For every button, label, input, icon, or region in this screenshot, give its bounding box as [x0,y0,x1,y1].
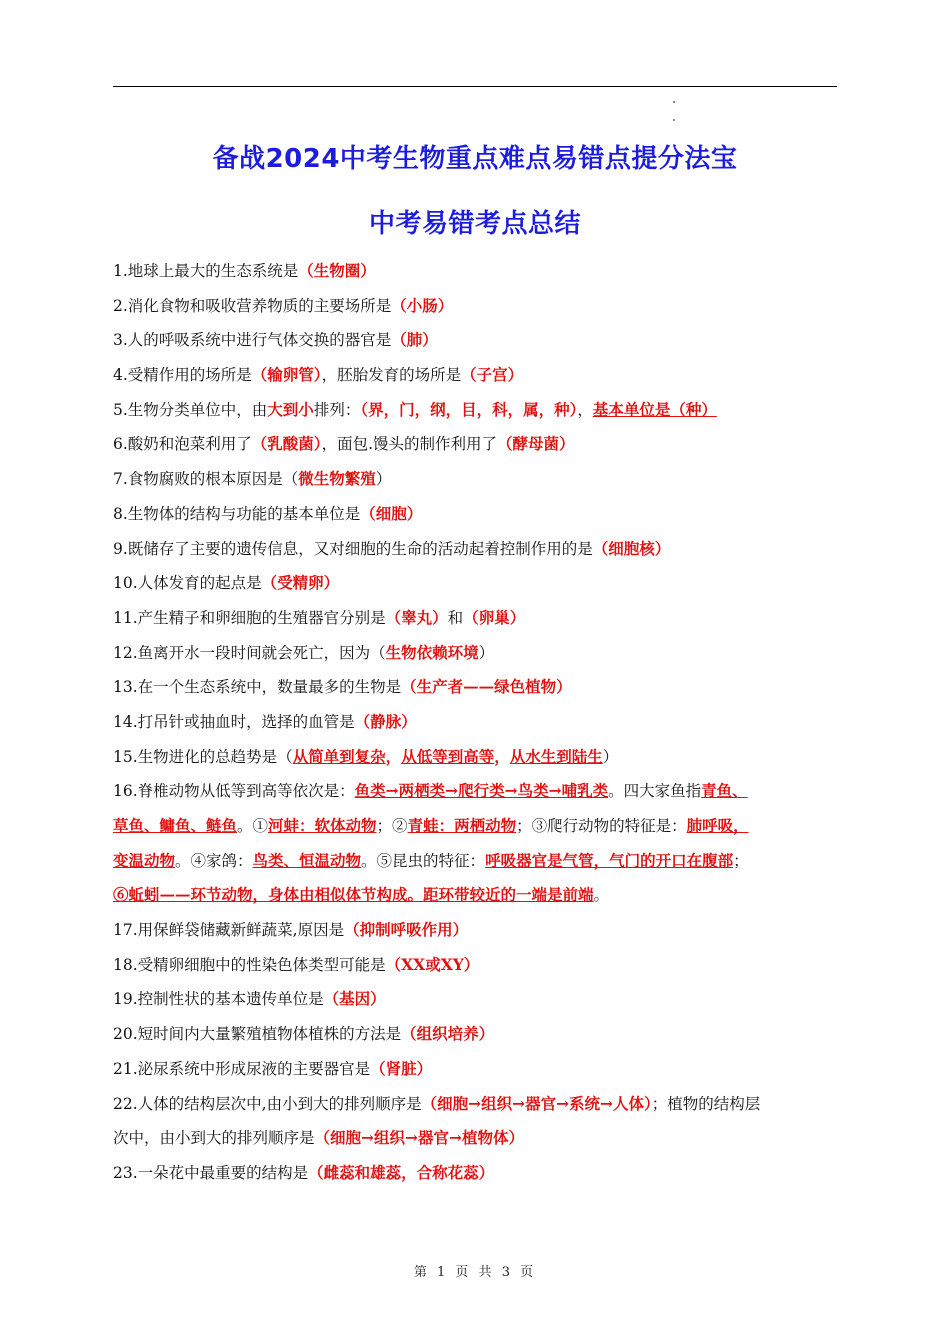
question-text: 18.受精卵细胞中的性染色体类型可能是 [113,955,386,974]
question-text: ） [478,643,495,662]
question-text: ； [733,851,749,870]
point-list [113,258,843,1195]
answer-text: （肾脏） [370,1058,433,1078]
question-text: 和 [447,608,464,627]
header-rule [113,86,837,87]
list-item [113,813,843,848]
question-text: 7.食物腐败的根本原因是（ [113,470,299,489]
question-text: 。① [237,817,269,835]
answer-text: （输卵管） [251,365,322,385]
question-text: 。④家鸽： [175,851,253,870]
list-item [113,744,843,779]
question-text: 12.鱼离开水一段时间就会死亡，因为（ [113,643,386,662]
answer-text: 大到小 [267,399,314,419]
answer-text: 青蛙：两栖动物 [407,816,517,835]
list-item [113,848,843,883]
list-item [113,882,843,917]
answer-text: （受精卵） [261,573,340,593]
list-item [113,1160,843,1195]
question-text: ，面包.馒头的制作利用了 [321,435,497,454]
list-item [113,605,843,640]
answer-text: 河蚌：软体动物 [268,816,377,835]
mark-dot [673,119,675,121]
answer-text: （睾丸） [385,607,448,627]
question-text: 21.泌尿系统中形成尿液的主要器官是 [113,1059,371,1078]
document-title: 备战2024中考生物重点难点易错点提分法宝 [212,144,738,174]
document-subtitle: 中考易错考点总结 [368,209,581,239]
list-item [113,1091,843,1126]
question-text: 11.产生精子和卵细胞的生殖器官分别是 [113,608,386,627]
answer-text: （子宫） [461,365,524,385]
question-text: 4.受精作用的场所是 [113,366,252,385]
question-text: 2.消化食物和吸收营养物质的主要场所是 [113,296,392,315]
page-number: 第 1 页 共 3 页 [413,1265,537,1280]
question-text: 15.生物进化的总趋势是（ [113,747,293,766]
list-item [113,293,843,328]
answer-text: （雌蕊和雄蕊，合称花蕊） [308,1162,495,1182]
answer-text: （细胞） [360,503,423,523]
answer-text: 从简单到复杂 [292,746,386,766]
question-text: ；植物的结构层 [651,1094,761,1113]
question-text: 22.人体的结构层次中,由小到大的排列顺序是 [113,1094,422,1113]
question-text: 。⑤昆虫的特征： [361,851,486,870]
answer-text: （卵巢） [463,607,526,627]
question-text: 6.酸奶和泡菜利用了 [113,435,252,454]
answer-text: 肺呼吸， [686,816,749,835]
answer-text: 变温动物 [113,850,176,870]
answer-text: 草鱼、鳙鱼、鲢鱼 [113,816,238,835]
list-item [113,466,843,501]
answer-text: （乳酸菌） [251,434,322,454]
answer-text: ， [494,746,510,766]
question-text: 5.生物分类单位中，由 [113,400,268,419]
list-item [113,397,843,432]
question-text: 19.控制性状的基本遗传单位是 [113,990,324,1009]
list-item [113,431,843,466]
list-item [113,778,843,813]
answer-text: （细胞→组织→器官→植物体） [314,1128,524,1148]
question-text: 23.一朵花中最重要的结构是 [113,1163,309,1182]
question-text: 8.生物体的结构与功能的基本单位是 [113,504,361,523]
list-item [113,258,843,293]
answer-text: ， [385,746,402,766]
question-text: 20.短时间内大量繁殖植物体植株的方法是 [113,1025,402,1044]
question-text: ） [602,747,619,766]
answer-text: 基本单位是（种） [592,399,717,419]
mark-dot [673,101,675,103]
list-item [113,1056,843,1091]
answer-text: 从低等到高等 [401,746,495,766]
question-text: ，胚胎发育的场所是 [321,366,462,385]
question-text: 3.人的呼吸系统中进行气体交换的器官是 [113,331,392,350]
answer-text: （生产者——绿色植物） [401,677,572,697]
question-text: 1.地球上最大的生态系统是 [113,262,299,280]
list-item [113,327,843,362]
answer-text: （XX或XY） [385,954,480,974]
answer-text: 生物依赖环境 [385,642,479,662]
list-item [113,674,843,709]
question-text: 14.打吊针或抽血时，选择的血管是 [113,712,355,731]
answer-text: （组织培养） [401,1024,495,1044]
answer-text: （生物圈） [298,261,376,280]
list-item [113,1021,843,1056]
answer-text: （细胞→组织→器官→系统→人体） [421,1093,652,1113]
answer-text: 呼吸器官是气管，气门的开口在腹部 [485,850,734,870]
answer-text: 微生物繁殖 [298,469,376,489]
list-item [113,917,843,952]
answer-text: （肺） [391,330,438,350]
question-text: 9.既储存了主要的遗传信息，又对细胞的生命的活动起着控制作用的是 [113,539,593,558]
list-item [113,709,843,744]
question-text: 16.脊椎动物从低等到高等依次是： [113,782,355,801]
list-item [113,570,843,605]
answer-text: ⑥ [113,885,129,905]
answer-text: （酵母菌） [497,434,575,454]
list-item [113,501,843,536]
answer-text: （细胞核） [592,538,671,558]
question-text: ；② [376,817,408,835]
list-item [113,1125,843,1160]
list-item [113,986,843,1021]
answer-text: 鸟类、恒温动物 [252,850,362,870]
question-text: 。四大家鱼指 [608,782,702,801]
answer-text: （基因） [323,989,386,1009]
answer-text: （界，门，纲，目，科，属，种） [360,399,578,419]
answer-text: （抑制呼吸作用） [344,920,469,940]
question-text: 。 [593,886,610,905]
answer-text: 从水生到陆生 [509,746,603,766]
answer-text: （静脉） [354,711,417,731]
question-text: 13.在一个生态系统中，数量最多的生物是 [113,678,402,697]
answer-text: 青鱼、 [701,781,748,801]
question-text: 次中，由小到大的排列顺序是 [113,1129,315,1148]
question-text: 排列： [313,400,361,419]
question-text: 10.人体发育的起点是 [113,574,262,593]
question-text: ， [577,400,593,419]
question-text: ） [375,470,392,489]
answer-text: 鱼类→两栖类→爬行类→鸟类→哺乳类 [354,781,609,801]
list-item [113,362,843,397]
answer-text: 蚯蚓——环节动物，身体由相似体节构成。距环带较近的一端是前端 [128,885,594,905]
question-text: 17.用保鲜袋储藏新鲜蔬菜,原因是 [113,921,345,940]
list-item [113,536,843,571]
answer-text: （小肠） [391,295,454,315]
list-item [113,640,843,675]
question-text: ；③爬行动物的特征是： [516,817,687,835]
list-item [113,952,843,987]
